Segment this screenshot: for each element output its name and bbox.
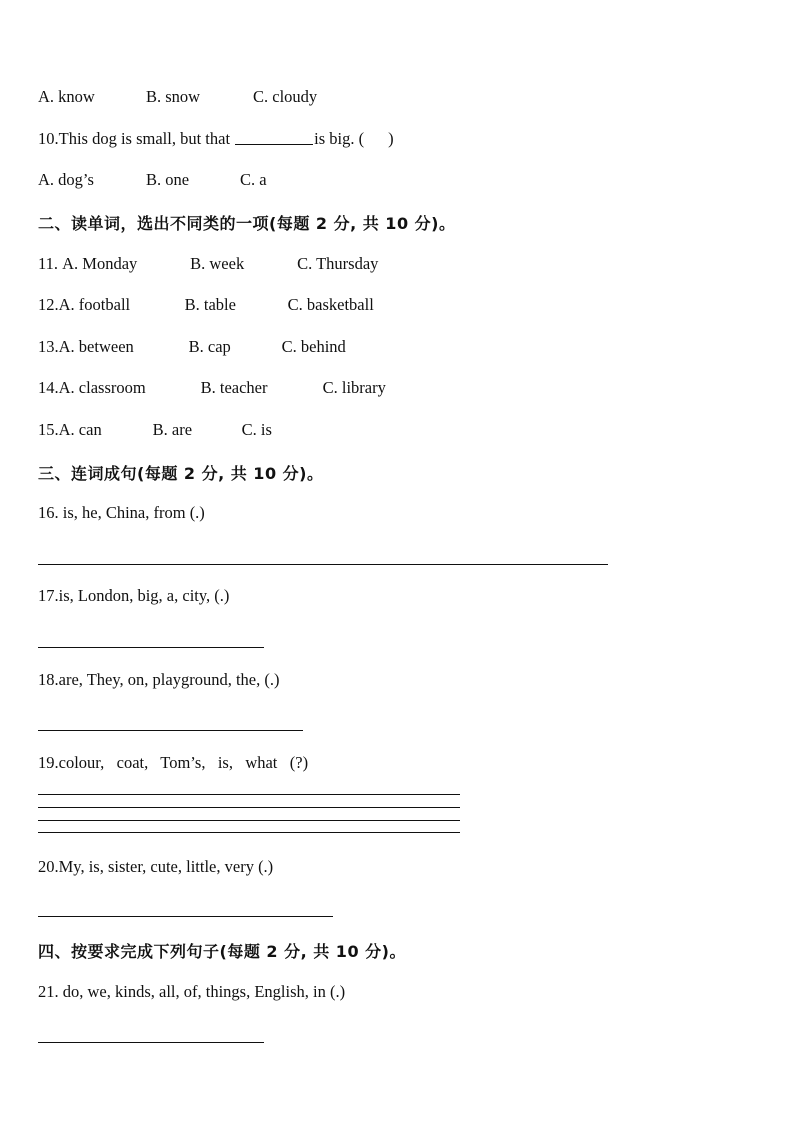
q13-row bbox=[38, 337, 346, 357]
q10-option-c: C. a bbox=[240, 170, 267, 189]
q10-options bbox=[38, 170, 267, 190]
q9-option-b: B. snow bbox=[146, 87, 201, 106]
q16-answer-line[interactable] bbox=[38, 564, 608, 565]
q15-option-c: C. is bbox=[241, 420, 272, 439]
q19-prompt: 19.colour, coat, Tom’s, is, what (?) bbox=[38, 753, 309, 772]
section-2-heading: 二、读单词，选出不同类的一项(每题 2 分, 共 10 分)。 bbox=[38, 214, 456, 233]
q14-option-c: C. library bbox=[322, 378, 386, 397]
q12-option-c: C. basketball bbox=[287, 295, 374, 314]
q12-row bbox=[38, 295, 374, 315]
q13-option-b: B. cap bbox=[188, 337, 231, 356]
q11-option-b: B. week bbox=[190, 254, 245, 273]
q13-option-a: A. between bbox=[58, 337, 134, 356]
q12-option-b: B. table bbox=[184, 295, 236, 314]
q10-close-paren: ) bbox=[388, 129, 394, 148]
q21-prompt: 21. do, we, kinds, all, of, things, English, in (.) bbox=[38, 982, 346, 1001]
q10-option-a: A. dog’s bbox=[38, 170, 94, 189]
q10-text-before: 10.This dog is small, but that bbox=[38, 129, 231, 148]
q20-answer-line[interactable] bbox=[38, 916, 333, 917]
q14-row bbox=[38, 378, 386, 398]
q18-prompt: 18.are, They, on, playground, the, (.) bbox=[38, 670, 280, 689]
q11-option-a: A. Monday bbox=[62, 254, 138, 273]
q15-row bbox=[38, 420, 272, 440]
q15-option-b: B. are bbox=[152, 420, 193, 439]
q18-answer-line[interactable] bbox=[38, 730, 303, 731]
q10-text-after: is big. ( bbox=[314, 129, 365, 148]
q19-answer-line-4[interactable] bbox=[38, 832, 460, 833]
q10-question bbox=[38, 129, 394, 149]
q11-number: 11. bbox=[38, 254, 59, 273]
q9-option-a: A. know bbox=[38, 87, 95, 106]
q19-answer-line-2[interactable] bbox=[38, 807, 460, 808]
q20-prompt: 20.My, is, sister, cute, little, very (.) bbox=[38, 857, 274, 876]
q17-answer-line[interactable] bbox=[38, 647, 264, 648]
q13-number: 13. bbox=[38, 337, 59, 356]
q13-option-c: C. behind bbox=[281, 337, 346, 356]
section-4-heading: 四、按要求完成下列句子(每题 2 分, 共 10 分)。 bbox=[38, 942, 406, 961]
q21-answer-line[interactable] bbox=[38, 1042, 264, 1043]
q15-option-a: A. can bbox=[58, 420, 102, 439]
q9-option-c: C. cloudy bbox=[253, 87, 318, 106]
q12-number: 12. bbox=[38, 295, 59, 314]
q11-row bbox=[38, 254, 378, 274]
q17-prompt: 17.is, London, big, a, city, (.) bbox=[38, 586, 230, 605]
q14-number: 14. bbox=[38, 378, 59, 397]
q19-answer-line-1[interactable] bbox=[38, 794, 460, 795]
q16-prompt: 16. is, he, China, from (.) bbox=[38, 503, 205, 522]
q19-answer-line-3[interactable] bbox=[38, 820, 460, 821]
q11-option-c: C. Thursday bbox=[297, 254, 379, 273]
q14-option-a: A. classroom bbox=[58, 378, 146, 397]
q9-options bbox=[38, 87, 317, 107]
section-3-heading: 三、连词成句(每题 2 分, 共 10 分)。 bbox=[38, 464, 324, 483]
q15-number: 15. bbox=[38, 420, 59, 439]
q10-blank[interactable] bbox=[235, 130, 313, 145]
q10-option-b: B. one bbox=[146, 170, 190, 189]
q14-option-b: B. teacher bbox=[200, 378, 268, 397]
q12-option-a: A. football bbox=[58, 295, 131, 314]
